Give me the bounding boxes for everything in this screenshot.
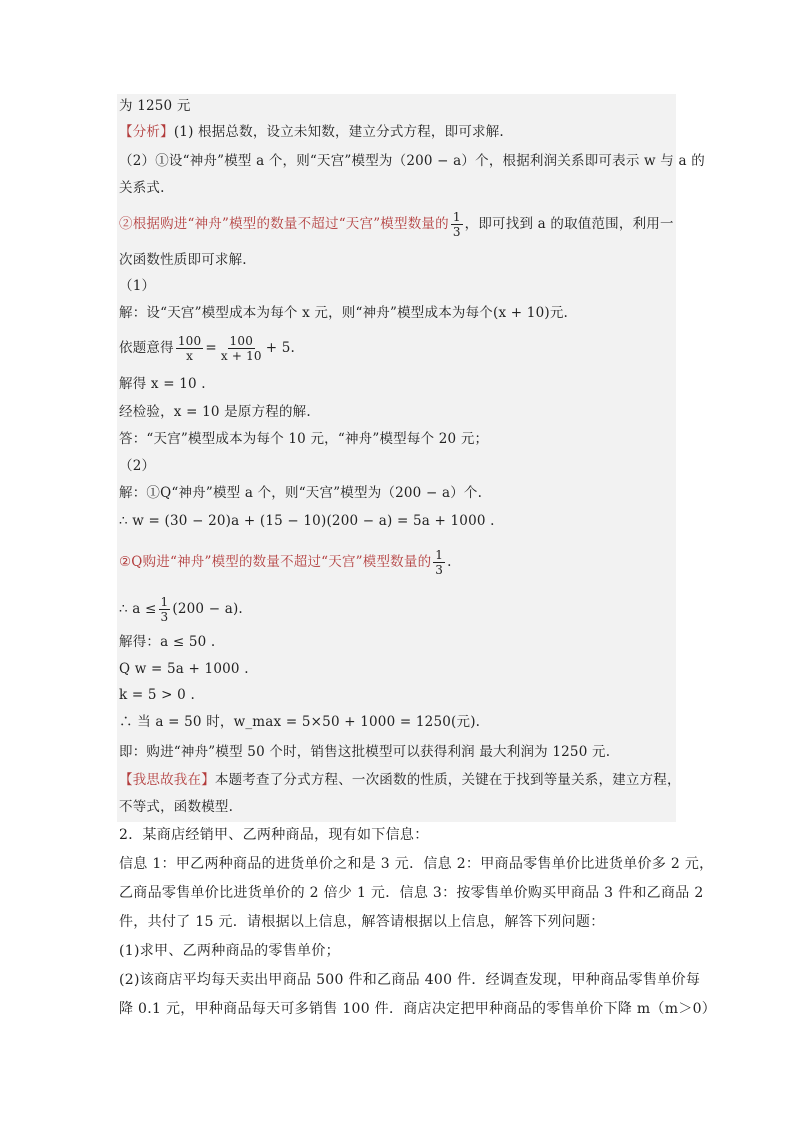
equation-line (119, 334, 295, 363)
problem2-info-2: 乙商品零售单价比进货单价的 2 倍少 1 元．信息 3：按零售单价购买甲商品 3 件和乙商品 2 (119, 885, 704, 901)
problem2-title: 2．某商店经销甲、乙两种商品，现有如下信息： (119, 827, 429, 843)
equation-tail: + 5. (265, 340, 296, 356)
check-line: 经检验，x = 10 是原方程的解. (119, 404, 311, 420)
answer-line-1: 为 1250 元 (119, 98, 191, 114)
solution2-line-1: 解：①Q“神舟”模型 a 个，则“天宫”模型为（200 − a）个. (119, 485, 483, 501)
problem2-q2-line1: (2)该商店平均每天卖出甲商品 500 件和乙商品 400 件．经调查发现，甲种商品零售单价每 (119, 972, 701, 988)
problem2-info-3: 件，共付了 15 元．请根据以上信息，解答请根据以上信息，解答下列问题： (119, 914, 605, 930)
inequality-prefix: ∴ a ≤ (119, 601, 157, 617)
inequality-line (119, 595, 243, 624)
fraction-100-x10: $\frac{100}{x + 10}$ (220, 334, 262, 363)
conclusion-line: 即：购进“神舟”模型 50 个时，销售这批模型可以获得利润 最大利润为 1250 元. (119, 744, 611, 760)
part1-label: （1） (119, 278, 156, 294)
solve2-line: 解得：a ≤ 50 . (119, 634, 216, 650)
analysis-text: (1) 根据总数，设立未知数，建立分式方程，即可求解. (173, 124, 504, 140)
solution-line-1: 解：设“天宫”模型成本为每个 x 元，则“神舟”模型成本为每个(x + 10)元. (119, 305, 569, 321)
fraction-one-third-2: $\frac{1}{3}$ (435, 548, 444, 577)
analysis-line-4-tail: ，即可找到 a 的取值范围，利用一 (464, 216, 674, 232)
inequality-tail: (200 − a). (172, 601, 243, 617)
problem2-q1: (1)求甲、乙两种商品的零售单价； (119, 943, 340, 959)
analysis-line-4 (119, 210, 674, 239)
condition-text: ②Q购进“神舟”模型的数量不超过“天宫”模型数量的 (119, 554, 432, 570)
analysis-line (119, 122, 504, 142)
answer-line: 答：“天宫”模型成本为每个 10 元，“神舟”模型每个 20 元； (119, 431, 489, 447)
fraction-one-third-3: $\frac{1}{3}$ (160, 595, 169, 624)
analysis-tag: 【分析】 (119, 124, 174, 140)
w-line: Q w = 5a + 1000 . (119, 661, 249, 677)
analysis-line-2: （2）①设“神舟”模型 a 个，则“天宫”模型为（200 − a）个，根据利润关系即可表示 w 与 a 的 (119, 153, 705, 169)
wmax-line: ∴ 当 a = 50 时，w_max = 5×50 + 1000 = 1250(元). (119, 714, 481, 730)
problem2-info-1: 信息 1：甲乙两种商品的进货单价之和是 3 元．信息 2：甲商品零售单价比进货单价多 2 元， (119, 856, 714, 872)
fraction-100-x: $\frac{100}{x}$ (177, 334, 202, 363)
reflection-text: 本题考查了分式方程、一次函数的性质，关键在于找到等量关系，建立方程， (214, 772, 681, 788)
equation-prefix: 依题意得 (119, 340, 174, 356)
k-line: k = 5 > 0 . (119, 687, 195, 703)
condition-period: . (447, 554, 452, 570)
w-expression-line: ∴ w = (30 − 20)a + (15 − 10)(200 − a) = 5a + 1000 . (119, 513, 495, 529)
reflection-line (119, 770, 681, 790)
equals-sign: = (205, 340, 217, 356)
part2-label: （2） (119, 458, 156, 474)
condition-line (119, 548, 452, 577)
reflection-line-2: 不等式，函数模型. (119, 799, 234, 815)
analysis-circle-2: ②根据购进“神舟”模型的数量不超过“天宫”模型数量的 (119, 216, 449, 232)
fraction-one-third: $\frac{1}{3}$ (452, 210, 461, 239)
analysis-line-5: 次函数性质即可求解. (119, 252, 247, 268)
solve-line: 解得 x = 10 . (119, 376, 206, 392)
problem2-q2-line2: 降 0.1 元，甲种商品每天可多销售 100 件．商店决定把甲种商品的零售单价下降 m（m＞0） (119, 1001, 717, 1017)
analysis-line-3: 关系式. (119, 180, 165, 196)
reflection-tag: 【我思故我在】 (119, 772, 215, 788)
